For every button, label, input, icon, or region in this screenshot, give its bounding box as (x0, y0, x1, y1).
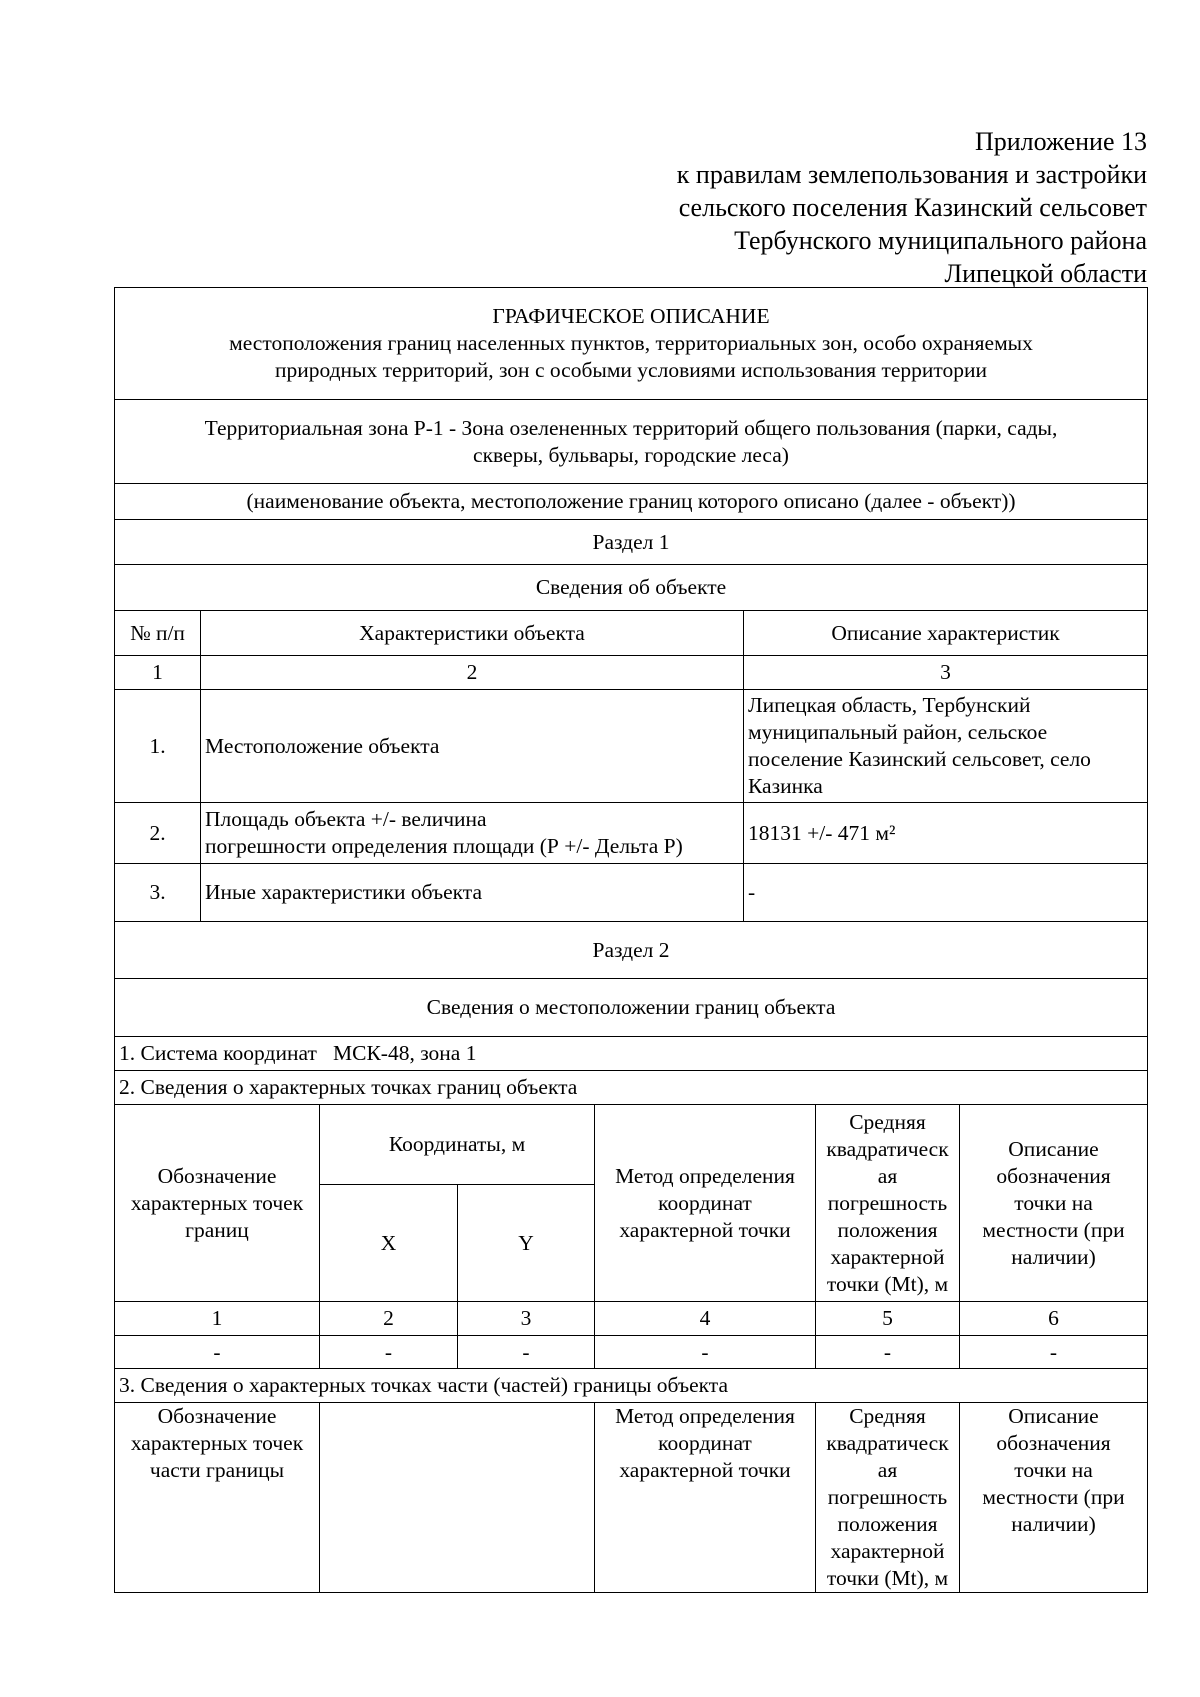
empty-cell: - (320, 1336, 458, 1369)
parts-col-method (595, 1403, 816, 1593)
name-line: Площадь объекта +/- величина (205, 807, 487, 831)
header-line: обозначения (996, 1163, 1111, 1188)
header-line: местности (при (982, 1217, 1125, 1242)
value-line: поселение Казинский сельсовет, село (748, 747, 1091, 771)
header-line: границ (185, 1217, 249, 1242)
characteristic-name: Местоположение объекта (201, 690, 744, 803)
value-line: муниципальный район, сельское (748, 720, 1048, 744)
header-line: положения (837, 1217, 938, 1242)
header-line: координат (658, 1431, 752, 1455)
characteristic-value: 18131 +/- 471 м² (744, 803, 1148, 864)
coord-system: 1. Система координат МСК-48, зона 1 (115, 1037, 1148, 1071)
section2-subtitle: Сведения о местоположении границ объекта (115, 979, 1148, 1037)
section2-title: Раздел 2 (115, 922, 1148, 979)
section1-title-row (115, 520, 1148, 565)
header-line: Липецкой области (944, 259, 1147, 288)
title-row (115, 288, 1148, 400)
header-line: Средняя (849, 1109, 926, 1134)
header-line: ая (877, 1163, 898, 1188)
header-line: Средняя (849, 1404, 926, 1428)
col-number: 1 (115, 656, 201, 690)
parts-title: 3. Сведения о характерных точках части (частей) границы объекта (115, 1369, 1148, 1403)
col-number: 3 (458, 1302, 595, 1336)
section1-subtitle-row (115, 565, 1148, 611)
section2-subtitle-row (115, 979, 1148, 1037)
parts-col-blank (320, 1403, 595, 1593)
object-caption: (наименование объекта, местоположение границ которого описано (далее - объект)) (115, 484, 1148, 520)
header-line: Описание (1008, 1404, 1099, 1428)
header-line: обозначения (996, 1431, 1111, 1455)
parts-col-error (816, 1403, 960, 1593)
graphic-description-table (114, 287, 1148, 1593)
table-row (115, 803, 1148, 864)
col-number: 5 (816, 1302, 960, 1336)
section1-numbers-row (115, 656, 1148, 690)
points-numbers-row (115, 1302, 1148, 1336)
points-col-y: Y (458, 1185, 595, 1302)
section1-header-row (115, 611, 1148, 656)
points-empty-row (115, 1336, 1148, 1369)
points-header-row (115, 1105, 1148, 1185)
doc-subtitle-line: природных территорий, зон с особыми условиями использования территории (274, 358, 988, 382)
header-line: к правилам землепользования и застройки (676, 160, 1147, 189)
object-name-row (115, 400, 1148, 484)
points-col-description (960, 1105, 1148, 1302)
object-caption-row (115, 484, 1148, 520)
col-number: 6 (960, 1302, 1148, 1336)
header-line: Метод определения (615, 1163, 795, 1188)
header-line: характерной точки (619, 1217, 791, 1242)
points-title-row (115, 1071, 1148, 1105)
table-row (115, 864, 1148, 922)
col-number: 1 (115, 1302, 320, 1336)
header-line: характерной (830, 1244, 945, 1269)
section1-title: Раздел 1 (115, 520, 1148, 565)
col-header-description: Описание характеристик (744, 611, 1148, 656)
points-col-coordinates: Координаты, м (320, 1105, 595, 1185)
name-line: погрешности определения площади (Р +/- Дельта Р) (205, 834, 683, 858)
header-line: наличии) (1011, 1512, 1096, 1536)
header-line: сельского поселения Казинский сельсовет (678, 193, 1147, 222)
empty-cell: - (115, 1336, 320, 1369)
points-title: 2. Сведения о характерных точках границ объекта (115, 1071, 1148, 1105)
title-cell (115, 288, 1148, 400)
header-line: Метод определения (615, 1404, 795, 1428)
coord-system-row (115, 1037, 1148, 1071)
header-line: точки (Mt), м (826, 1271, 949, 1296)
characteristic-value (744, 690, 1148, 803)
parts-col-designation (115, 1403, 320, 1593)
row-number: 1. (115, 690, 201, 803)
header-line: части границы (149, 1458, 285, 1482)
header-line: Тербунского муниципального района (734, 226, 1147, 255)
header-line: местности (при (982, 1485, 1125, 1509)
header-line: ая (877, 1458, 898, 1482)
header-line: Приложение 13 (974, 127, 1147, 156)
doc-subtitle-line: местоположения границ населенных пунктов, территориальных зон, особо охраняемых (229, 331, 1033, 355)
empty-cell: - (960, 1336, 1148, 1369)
header-line: точки на (1014, 1190, 1093, 1215)
header-line: Обозначение (157, 1404, 277, 1428)
points-col-error (816, 1105, 960, 1302)
header-line: точки (Mt), м (826, 1566, 949, 1590)
parts-col-description (960, 1403, 1148, 1593)
table-row (115, 690, 1148, 803)
header-line: характерных точек (130, 1190, 304, 1215)
header-line: точки на (1014, 1458, 1093, 1482)
characteristic-value: - (744, 864, 1148, 922)
col-number: 4 (595, 1302, 816, 1336)
document-header (677, 125, 1147, 290)
col-number: 2 (201, 656, 744, 690)
header-line: погрешность (827, 1485, 948, 1509)
object-name-line: скверы, бульвары, городские леса) (473, 442, 789, 467)
empty-cell: - (595, 1336, 816, 1369)
empty-cell: - (458, 1336, 595, 1369)
header-line: характерных точек (130, 1431, 304, 1455)
parts-header-row (115, 1403, 1148, 1593)
header-line: характерной (830, 1539, 945, 1563)
header-line: наличии) (1011, 1244, 1096, 1269)
col-number: 3 (744, 656, 1148, 690)
header-line: Обозначение (157, 1163, 277, 1188)
header-line: координат (658, 1190, 752, 1215)
section2-title-row (115, 922, 1148, 979)
col-header-num: № п/п (115, 611, 201, 656)
header-line: Описание (1008, 1136, 1099, 1161)
header-line: квадратическ (826, 1431, 949, 1455)
object-name-line: Территориальная зона Р-1 - Зона озелененных территорий общего пользования (парки, сады, (204, 415, 1058, 440)
doc-title: ГРАФИЧЕСКОЕ ОПИСАНИЕ (492, 304, 770, 328)
section1-subtitle: Сведения об объекте (115, 565, 1148, 611)
col-header-characteristic: Характеристики объекта (201, 611, 744, 656)
points-col-designation (115, 1105, 320, 1302)
header-line: погрешность (827, 1190, 948, 1215)
row-number: 2. (115, 803, 201, 864)
header-line: положения (837, 1512, 938, 1536)
empty-cell: - (816, 1336, 960, 1369)
parts-title-row (115, 1369, 1148, 1403)
header-line: характерной точки (619, 1458, 791, 1482)
points-col-x: X (320, 1185, 458, 1302)
value-line: Липецкая область, Тербунский (748, 693, 1031, 717)
row-number: 3. (115, 864, 201, 922)
col-number: 2 (320, 1302, 458, 1336)
characteristic-name (201, 803, 744, 864)
points-col-method (595, 1105, 816, 1302)
characteristic-name: Иные характеристики объекта (201, 864, 744, 922)
value-line: Казинка (748, 774, 823, 798)
header-line: квадратическ (826, 1136, 949, 1161)
object-name-cell (115, 400, 1148, 484)
